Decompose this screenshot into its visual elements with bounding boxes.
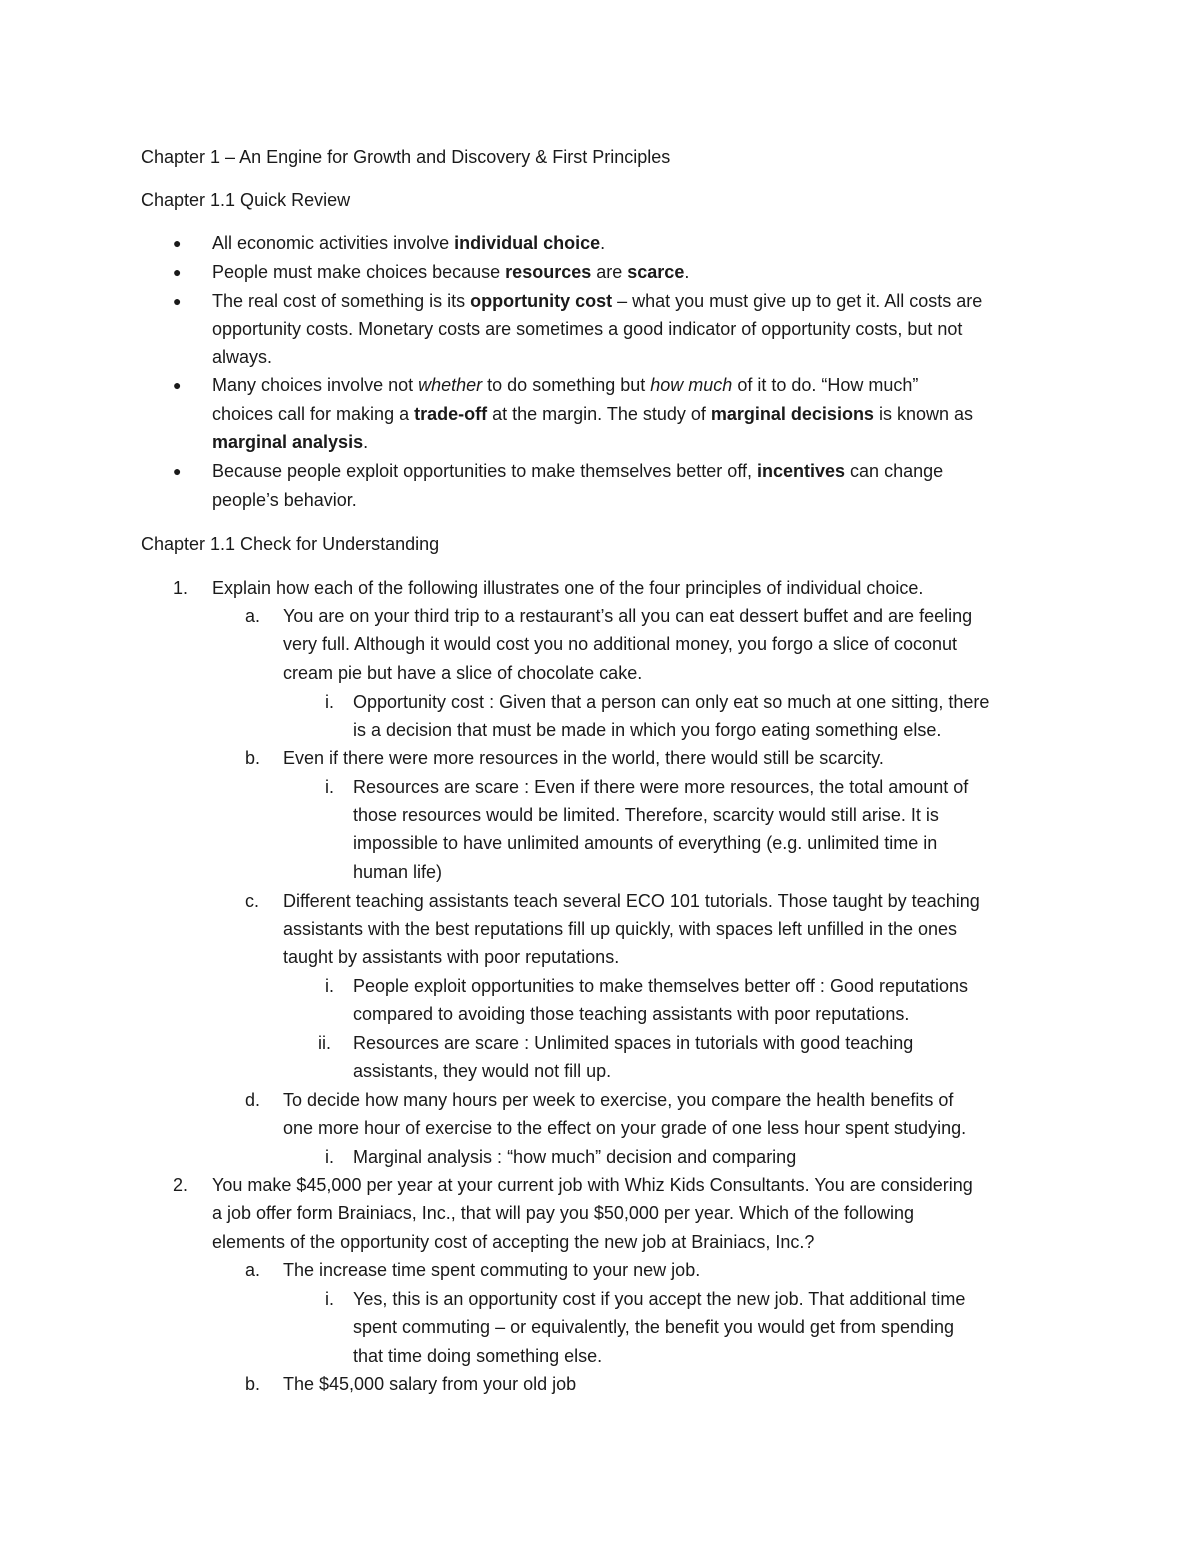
sub-item-label: a. (245, 1260, 261, 1280)
q2a-line-1: The increase time spent commuting to your new job. (283, 1260, 701, 1280)
bullet-text: are (591, 262, 628, 282)
bullet-text: to do something but (482, 375, 651, 395)
bullet-item-5-line-1 (212, 459, 943, 483)
key-term: scarce (627, 262, 685, 282)
bullet-text: All economic activities involve (212, 233, 455, 253)
bullet-text: Many choices involve not (212, 375, 419, 395)
bullet-text: . (684, 262, 690, 282)
q1c-line-3: taught by assistants with poor reputations. (283, 947, 620, 967)
bullet-item-3-line-3: always. (212, 347, 273, 367)
q1c-line-2: assistants with the best reputations fill up quickly, with spaces left unfilled in the ones (283, 919, 958, 939)
bullet-text: choices call for making a (212, 404, 415, 424)
q1a-answer-line-2: is a decision that must be made in which you forgo eating something else. (353, 720, 942, 740)
q1c-answer-ii-line-1: Resources are scare : Unlimited spaces in tutorials with good teaching (353, 1033, 914, 1053)
bullet-text: – what you must give up to get it. All costs are (612, 291, 983, 311)
q2b-line-1: The $45,000 salary from your old job (283, 1374, 577, 1394)
bullet-text: at the margin. The study of (487, 404, 711, 424)
key-term: opportunity cost (470, 291, 613, 311)
bullet-text: . (600, 233, 606, 253)
emphasis-text: whether (418, 375, 483, 395)
question-2-line-1: You make $45,000 per year at your current job with Whiz Kids Consultants. You are considering (212, 1175, 973, 1195)
question-number: 1. (173, 578, 189, 598)
bullet-item-1 (212, 231, 605, 255)
question-2-line-3: elements of the opportunity cost of accepting the new job at Brainiacs, Inc.? (212, 1232, 815, 1252)
q1d-line-2: one more hour of exercise to the effect on your grade of one less hour spent studying. (283, 1118, 967, 1138)
q1d-line-1: To decide how many hours per week to exercise, you compare the health benefits of (283, 1090, 954, 1110)
question-1-text: Explain how each of the following illustrates one of the four principles of individual choice. (212, 578, 924, 598)
roman-label: i. (325, 692, 334, 712)
check-heading: Chapter 1.1 Check for Understanding (141, 534, 440, 554)
q1b-answer-line-1: Resources are scare : Even if there were more resources, the total amount of (353, 777, 969, 797)
bullet-item-5-line-2: people’s behavior. (212, 490, 357, 510)
key-term: incentives (757, 461, 846, 481)
q2a-answer-line-1: Yes, this is an opportunity cost if you accept the new job. That additional time (353, 1289, 966, 1309)
bullet-text: Because people exploit opportunities to make themselves better off, (212, 461, 757, 481)
sub-item-label: d. (245, 1090, 261, 1110)
key-term: marginal analysis (212, 432, 364, 452)
q1a-line-3: cream pie but have a slice of chocolate cake. (283, 663, 643, 683)
q1b-line-1: Even if there were more resources in the world, there would still be scarcity. (283, 748, 884, 768)
question-2-line-2: a job offer form Brainiacs, Inc., that will pay you $50,000 per year. Which of the following (212, 1203, 915, 1223)
q1c-answer-i-line-1: People exploit opportunities to make themselves better off : Good reputations (353, 976, 969, 996)
q1d-answer-line-1: Marginal analysis : “how much” decision and comparing (353, 1147, 797, 1167)
bullet-text: is known as (873, 404, 973, 424)
q1c-answer-ii-line-2: assistants, they would not fill up. (353, 1061, 612, 1081)
bullet-marker: ● (173, 377, 182, 393)
bullet-item-4-line-1 (212, 373, 918, 397)
q1c-answer-i-line-2: compared to avoiding those teaching assistants with poor reputations. (353, 1004, 910, 1024)
chapter-title: Chapter 1 – An Engine for Growth and Discovery & First Principles (141, 147, 671, 167)
q1a-line-1: You are on your third trip to a restaurant’s all you can eat dessert buffet and are feeling (283, 606, 973, 626)
q1b-answer-line-2: those resources would be limited. Therefore, scarcity would still arise. It is (353, 805, 939, 825)
bullet-text: . (363, 432, 369, 452)
roman-label: ii. (318, 1033, 331, 1053)
bullet-item-3-line-1 (212, 289, 982, 313)
bullet-marker: ● (173, 293, 182, 309)
roman-label: i. (325, 976, 334, 996)
roman-label: i. (325, 777, 334, 797)
key-term: trade-off (414, 404, 488, 424)
bullet-item-3-line-2: opportunity costs. Monetary costs are sometimes a good indicator of opportunity costs, but not (212, 319, 963, 339)
bullet-text: People must make choices because (212, 262, 506, 282)
bullet-text: The real cost of something is its (212, 291, 471, 311)
sub-item-label: c. (245, 891, 260, 911)
bullet-item-2 (212, 260, 689, 284)
bullet-marker: ● (173, 463, 182, 479)
q1b-answer-line-4: human life) (353, 862, 443, 882)
bullet-text: can change (845, 461, 944, 481)
q1c-line-1: Different teaching assistants teach several ECO 101 tutorials. Those taught by teaching (283, 891, 980, 911)
key-term: resources (505, 262, 592, 282)
q1a-answer-line-1: Opportunity cost : Given that a person can only eat so much at one sitting, there (353, 692, 990, 712)
key-term: marginal decisions (710, 404, 874, 424)
bullet-marker: ● (173, 235, 182, 251)
roman-label: i. (325, 1147, 334, 1167)
emphasis-text: how much (650, 375, 733, 395)
quick-review-heading: Chapter 1.1 Quick Review (141, 190, 351, 210)
bullet-text: of it to do. “How much” (732, 375, 919, 395)
q1a-line-2: very full. Although it would cost you no additional money, you forgo a slice of coconut (283, 634, 958, 654)
bullet-item-4-line-2 (212, 402, 973, 426)
sub-item-label: b. (245, 748, 261, 768)
q2a-answer-line-3: that time doing something else. (353, 1346, 603, 1366)
question-number: 2. (173, 1175, 189, 1195)
sub-item-label: b. (245, 1374, 261, 1394)
bullet-item-4-line-3 (212, 430, 368, 454)
bullet-marker: ● (173, 264, 182, 280)
q2a-answer-line-2: spent commuting – or equivalently, the benefit you would get from spending (353, 1317, 955, 1337)
key-term: individual choice (454, 233, 601, 253)
q1b-answer-line-3: impossible to have unlimited amounts of everything (e.g. unlimited time in (353, 833, 938, 853)
roman-label: i. (325, 1289, 334, 1309)
sub-item-label: a. (245, 606, 261, 626)
